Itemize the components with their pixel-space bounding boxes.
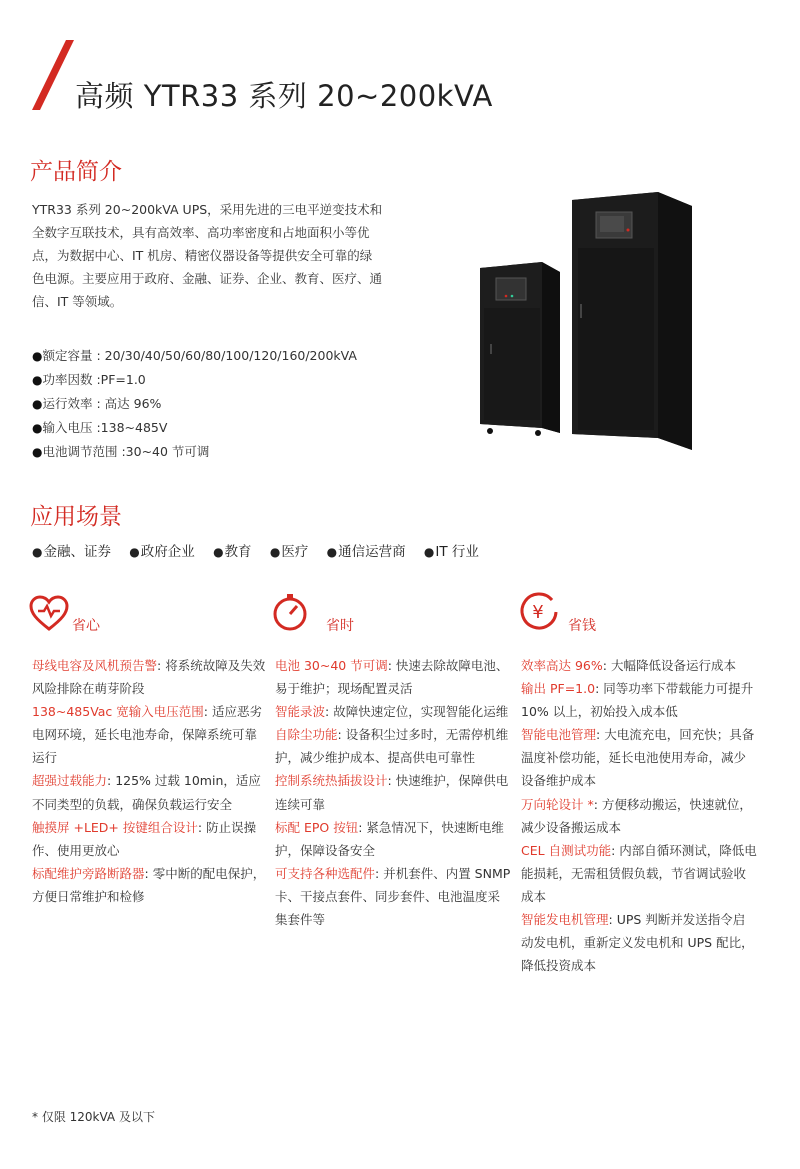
feature-highlight: 智能录波 xyxy=(275,704,326,720)
spec-list xyxy=(32,344,357,464)
spec-item xyxy=(32,344,357,368)
feature-highlight: 控制系统热插拔设计 xyxy=(275,773,388,789)
feature-highlight: 万向轮设计 * xyxy=(521,796,594,812)
spec-item xyxy=(32,392,357,416)
spec-item xyxy=(32,416,357,440)
feature-desc: : 故障快速定位，实现智能化运维 xyxy=(325,704,509,720)
spec-text: 电池调节范围 :30~40 节可调 xyxy=(42,444,210,459)
feature-highlight: 触摸屏 +LED+ 按键组合设计 xyxy=(32,819,198,835)
footnote: * 仅限 120kVA 及以下 xyxy=(32,1110,155,1124)
feature-highlight: 智能电池管理 xyxy=(521,727,597,743)
feature-title-worry-free: 省心 xyxy=(72,618,100,634)
scenario-item: ● 政府企业 xyxy=(129,544,194,560)
intro-heading: 产品简介 xyxy=(30,159,122,185)
feature-title-time-saving: 省时 xyxy=(326,618,354,634)
feature-title-cost-saving: 省钱 xyxy=(568,618,596,634)
feature-desc: : 防止误操作、使用更放心 xyxy=(32,819,257,858)
feature-desc: : 方便移动搬运，快速就位，减少设备搬运成本 xyxy=(521,796,752,835)
heart-icon xyxy=(28,595,70,633)
feature-highlight: 超强过载能力 xyxy=(32,773,108,789)
feature-desc: : UPS 判断并发送指令启动发电机，重新定义发电机和 UPS 配比，降低投资成本 xyxy=(521,912,754,974)
feature-desc: : 快速维护，保障供电连续可靠 xyxy=(275,773,509,812)
feature-highlight: 母线电容及风机预告警 xyxy=(32,658,158,673)
feature-highlight: 138~485Vac 宽输入电压范围 xyxy=(32,704,204,720)
svg-text:¥: ¥ xyxy=(532,602,544,623)
feature-highlight: 效率高达 96% xyxy=(521,658,603,673)
feature-desc: : 同等功率下带载能力可提升 10% 以上，初始投入成本低 xyxy=(521,681,754,720)
feature-desc: : 适应恶劣电网环境，延长电池寿命，保障系统可靠运行 xyxy=(32,704,262,766)
feature-desc: : 大电流充电，回充快；具备温度补偿功能，延长电池使用寿命，减少设备维护成本 xyxy=(521,727,755,789)
spec-item xyxy=(32,368,357,392)
feature-desc: : 大幅降低设备运行成本 xyxy=(602,658,736,673)
feature-highlight: 输出 PF=1.0 xyxy=(521,681,596,697)
spec-text: 输入电压 :138~485V xyxy=(42,420,168,435)
intro-text: YTR33 系列 20~200kVA UPS，采用先进的三电平逆变技术和全数字互联技术，具有高效率、高功率密度和占地面积小等优点，为数据中心、IT 机房、精密仪器设备等提供安全可靠的绿色电源。主要应用于政府、金融、证券、企业、教育、医疗、通信、IT 等领域。 xyxy=(32,202,383,309)
feature-highlight: 可支持各种选配件 xyxy=(275,865,376,881)
page-title: 高频 YTR33 系列 20~200kVA xyxy=(75,79,493,113)
spec-text: 功率因数 :PF=1.0 xyxy=(42,372,146,387)
feature-highlight: CEL 自测试功能 xyxy=(521,842,612,858)
yen-coin-icon xyxy=(518,592,558,632)
scenario-list xyxy=(32,540,493,560)
stopwatch-icon xyxy=(270,592,310,632)
feature-desc: : 紧急情况下，快速断电维护，保障设备安全 xyxy=(275,819,504,858)
feature-desc: : 125% 过载 10min，适应不同类型的负载，确保负载运行安全 xyxy=(32,773,261,812)
scenario-item: ● IT 行业 xyxy=(424,544,479,560)
feature-highlight: 智能发电机管理 xyxy=(521,912,609,928)
scenario-item: ● 医疗 xyxy=(270,544,308,560)
spec-text: 额定容量 : 20/30/40/50/60/80/100/120/160/200kVA xyxy=(42,348,357,363)
title-slash-mark xyxy=(30,40,80,110)
feature-column-cost-saving xyxy=(521,654,757,977)
feature-desc: : 快速去除故障电池、易于维护；现场配置灵活 xyxy=(275,658,509,697)
feature-highlight: 标配 EPO 按钮 xyxy=(275,819,359,835)
spec-item xyxy=(32,440,357,464)
feature-desc: : 设备积尘过多时，无需停机维护，减少维护成本、提高供电可靠性 xyxy=(275,727,509,766)
feature-highlight: 标配维护旁路断路器 xyxy=(32,865,145,881)
feature-highlight: 自除尘功能 xyxy=(275,727,338,743)
scenario-item: ● 教育 xyxy=(213,544,251,560)
feature-desc: : 并机套件、内置 SNMP 卡、干接点套件、同步套件、电池温度采集套件等 xyxy=(275,865,511,928)
scenario-item: ● 通信运营商 xyxy=(327,544,406,560)
feature-column-worry-free xyxy=(32,654,267,908)
scenario-item: ● 金融、证券 xyxy=(32,544,111,560)
feature-desc: : 内部自循环测试，降低电能损耗，无需租赁假负载，节省调试验收成本 xyxy=(521,842,757,904)
ups-cabinets-image xyxy=(478,188,710,450)
feature-desc: : 零中断的配电保护，方便日常维护和检修 xyxy=(32,865,266,904)
feature-column-time-saving xyxy=(275,654,511,931)
feature-highlight: 电池 30~40 节可调 xyxy=(275,658,388,673)
scenarios-heading: 应用场景 xyxy=(30,504,122,530)
feature-desc: : 将系统故障及失效风险排除在萌芽阶段 xyxy=(32,658,266,697)
spec-text: 运行效率 : 高达 96% xyxy=(42,396,162,411)
